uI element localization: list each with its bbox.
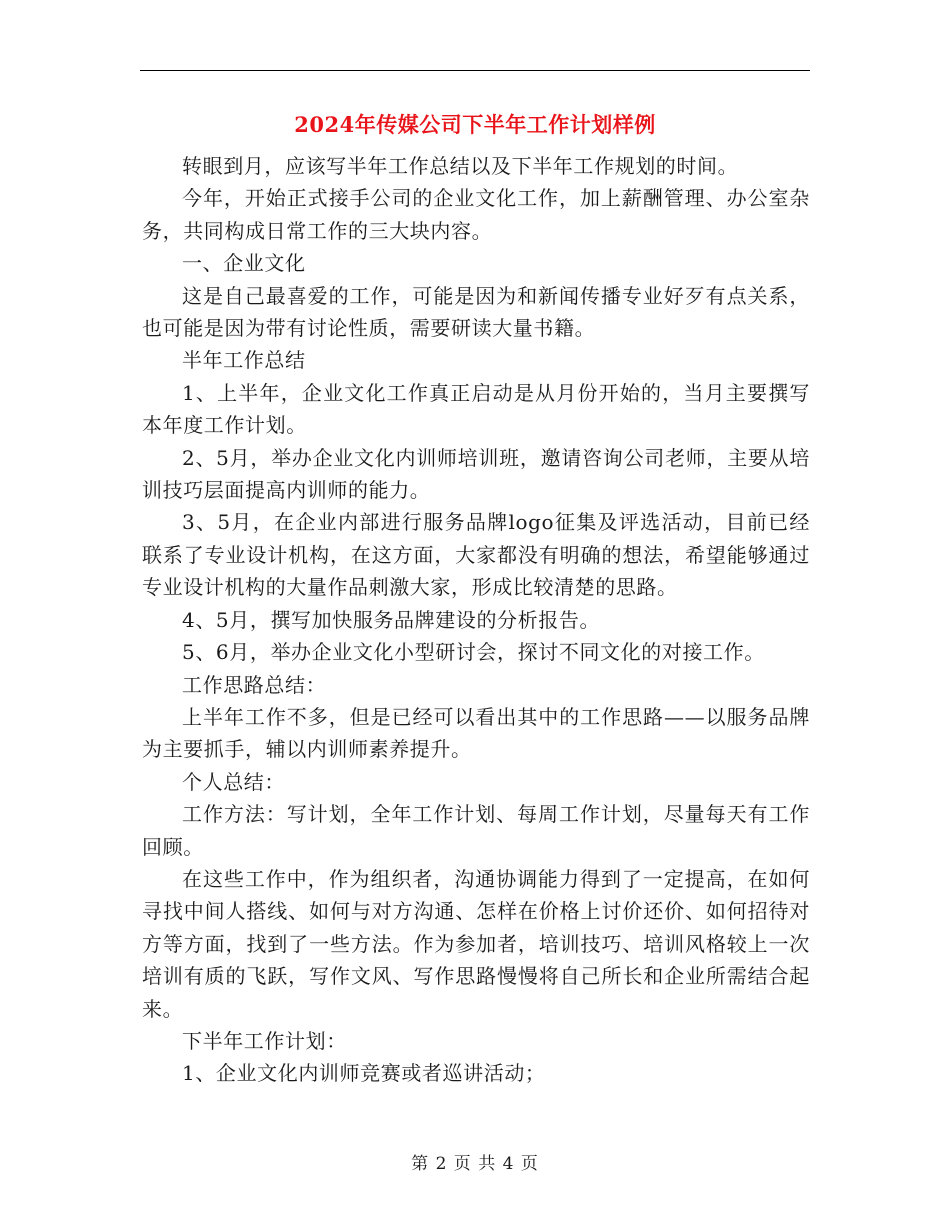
header-rule xyxy=(140,70,810,71)
list-item: 3、5月，在企业内部进行服务品牌logo征集及评选活动，目前已经联系了专业设计机构，在这方面，大家都没有明确的想法，希望能够通过专业设计机构的大量作品刺激大家，形成比较清楚的思路。 xyxy=(142,510,810,600)
paragraph: 转眼到月，应该写半年工作总结以及下半年工作规划的时间。 xyxy=(182,154,739,178)
document-title: 2024年传媒公司下半年工作计划样例 xyxy=(294,112,656,137)
paragraph: 今年，开始正式接手公司的企业文化工作，加上薪酬管理、办公室杂务，共同构成日常工作的三大块内容。 xyxy=(142,186,810,243)
page-number: 第 2 页 共 4 页 xyxy=(411,1154,539,1174)
section-heading: 工作思路总结： xyxy=(182,672,327,697)
list-item: 4、5月，撰写加快服务品牌建设的分析报告。 xyxy=(182,607,601,632)
section-heading: 一、企业文化 xyxy=(182,251,306,276)
section-heading: 半年工作总结 xyxy=(182,348,306,373)
section-heading: 个人总结： xyxy=(182,769,285,794)
list-item: 5、6月，举办企业文化小型研讨会，探讨不同文化的对接工作。 xyxy=(182,640,765,665)
list-item: 1、上半年，企业文化工作真正启动是从月份开始的，当月主要撰写本年度工作计划。 xyxy=(142,380,810,438)
paragraph: 这是自己最喜爱的工作，可能是因为和新闻传播专业好歹有点关系，也可能是因为带有讨论性质，需要研读大量书籍。 xyxy=(142,283,810,341)
section-heading: 下半年工作计划： xyxy=(182,1028,347,1053)
document-body xyxy=(142,150,810,1090)
list-item: 2、5月，举办企业文化内训师培训班，邀请咨询公司老师，主要从培训技巧层面提高内训师的能力。 xyxy=(142,445,810,503)
paragraph: 上半年工作不多，但是已经可以看出其中的工作思路——以服务品牌为主要抓手，辅以内训师素养提升。 xyxy=(142,704,810,762)
paragraph: 在这些工作中，作为组织者，沟通协调能力得到了一定提高，在如何寻找中间人搭线、如何与对方沟通、怎样在价格上讨价还价、如何招待对方等方面，找到了一些方法。作为参加者，培训技巧、培训风格较上一次培训有质的飞跃，写作文风、写作思路慢慢将自己所长和企业所需结合起来。 xyxy=(142,866,810,1021)
list-item: 1、企业文化内训师竞赛或者巡讲活动； xyxy=(182,1061,546,1086)
paragraph: 工作方法：写计划，全年工作计划、每周工作计划，尽量每天有工作回顾。 xyxy=(142,802,810,859)
